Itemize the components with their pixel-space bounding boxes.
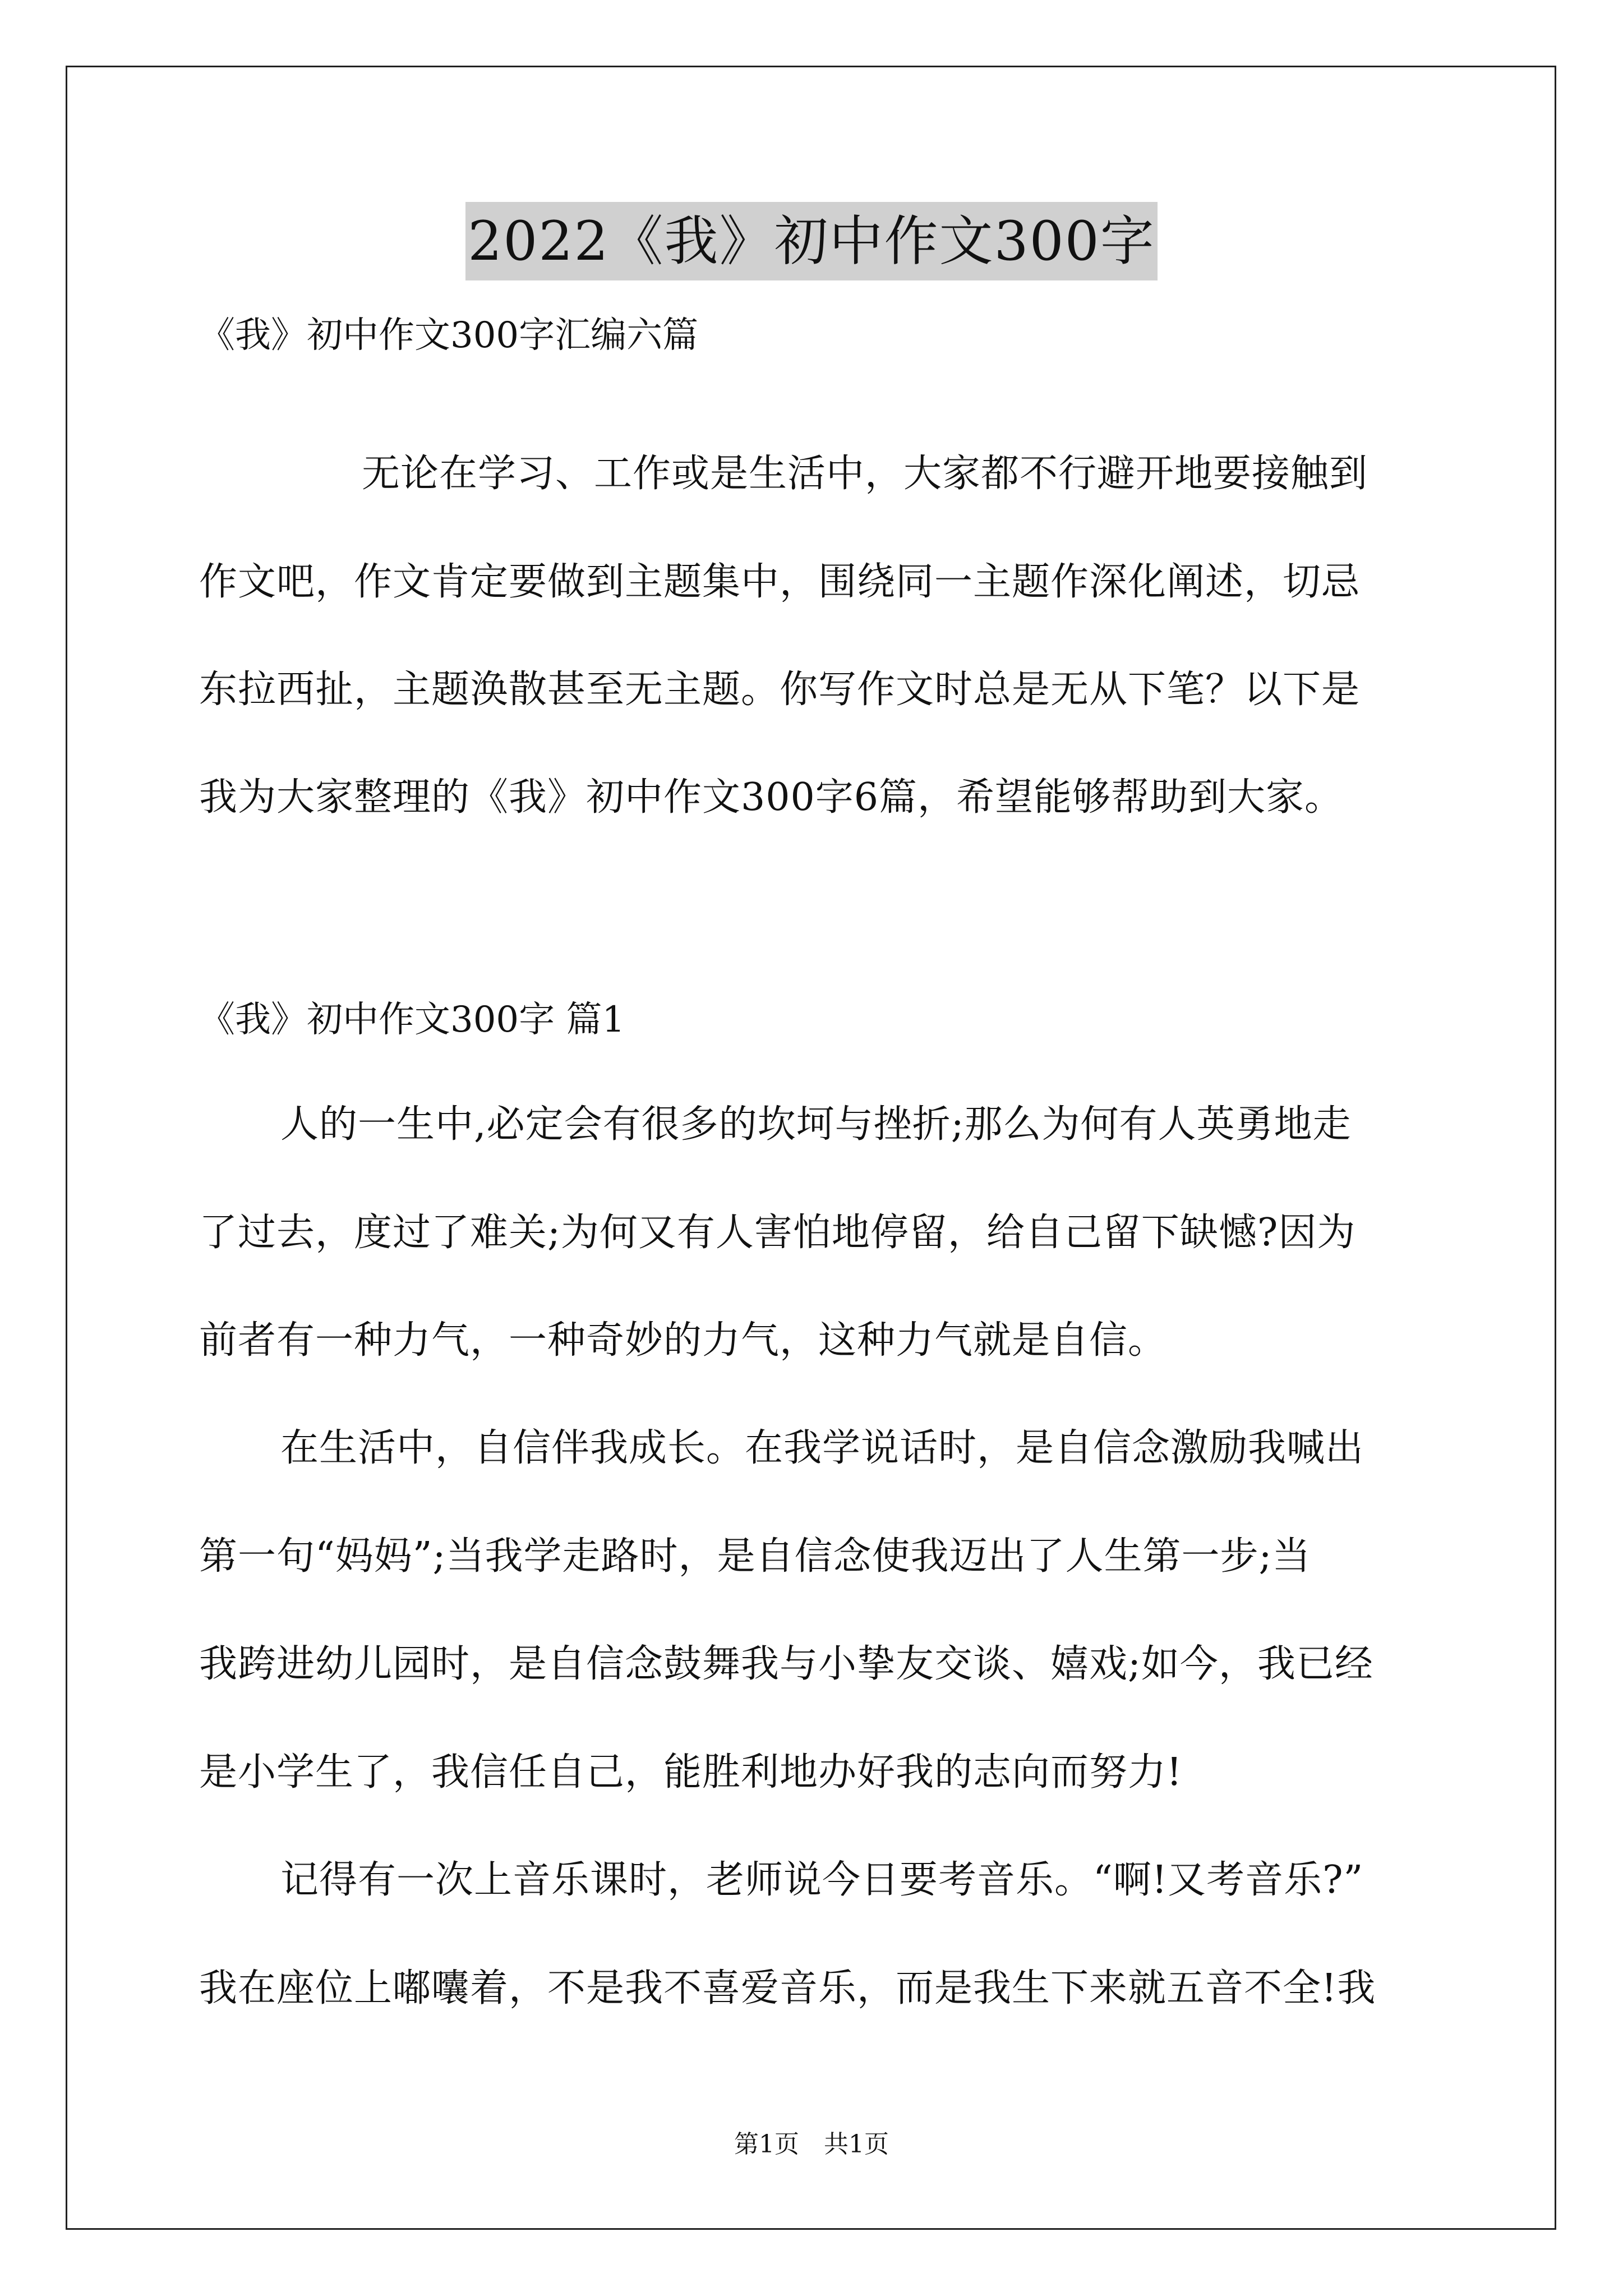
paragraph-line: 记得有一次上音乐课时，老师说今日要考音乐。“啊!又考音乐?”	[280, 1858, 1364, 1902]
intro-line: 无论在学习、工作或是生活中，大家都不行避开地要接触到	[362, 452, 1368, 496]
document-subtitle: 《我》初中作文300字汇编六篇	[199, 315, 699, 356]
paragraph-line: 我在座位上嘟囔着，不是我不喜爱音乐，而是我生下来就五音不全!我	[199, 1966, 1376, 2010]
paragraph-line: 我跨进幼儿园时，是自信念鼓舞我与小挚友交谈、嬉戏;如今，我已经	[199, 1642, 1373, 1686]
section-heading: 《我》初中作文300字 篇1	[199, 999, 625, 1041]
title-container	[0, 202, 1623, 280]
intro-line: 东拉西扯，主题涣散甚至无主题。你写作文时总是无从下笔？以下是	[199, 668, 1361, 712]
paragraph-line: 了过去，度过了难关;为何又有人害怕地停留，给自己留下缺憾?因为	[199, 1211, 1356, 1255]
paragraph-line: 前者有一种力气，一种奇妙的力气，这种力气就是自信。	[199, 1318, 1167, 1363]
paragraph-line: 在生活中，自信伴我成长。在我学说话时，是自信念激励我喊出	[280, 1426, 1364, 1470]
paragraph-line: 人的一生中,必定会有很多的坎坷与挫折;那么为何有人英勇地走	[280, 1102, 1352, 1147]
intro-line: 作文吧，作文肯定要做到主题集中，围绕同一主题作深化阐述，切忌	[199, 560, 1361, 604]
paragraph-line: 第一句“妈妈”;当我学走路时，是自信念使我迈出了人生第一步;当	[199, 1534, 1311, 1579]
intro-line: 我为大家整理的《我》初中作文300字6篇，希望能够帮助到大家。	[199, 775, 1344, 820]
page-footer: 第1页 共1页	[734, 2130, 889, 2159]
document-title: 2022《我》初中作文300字	[465, 202, 1158, 280]
paragraph-line: 是小学生了，我信任自己，能胜利地办好我的志向而努力!	[199, 1750, 1183, 1795]
